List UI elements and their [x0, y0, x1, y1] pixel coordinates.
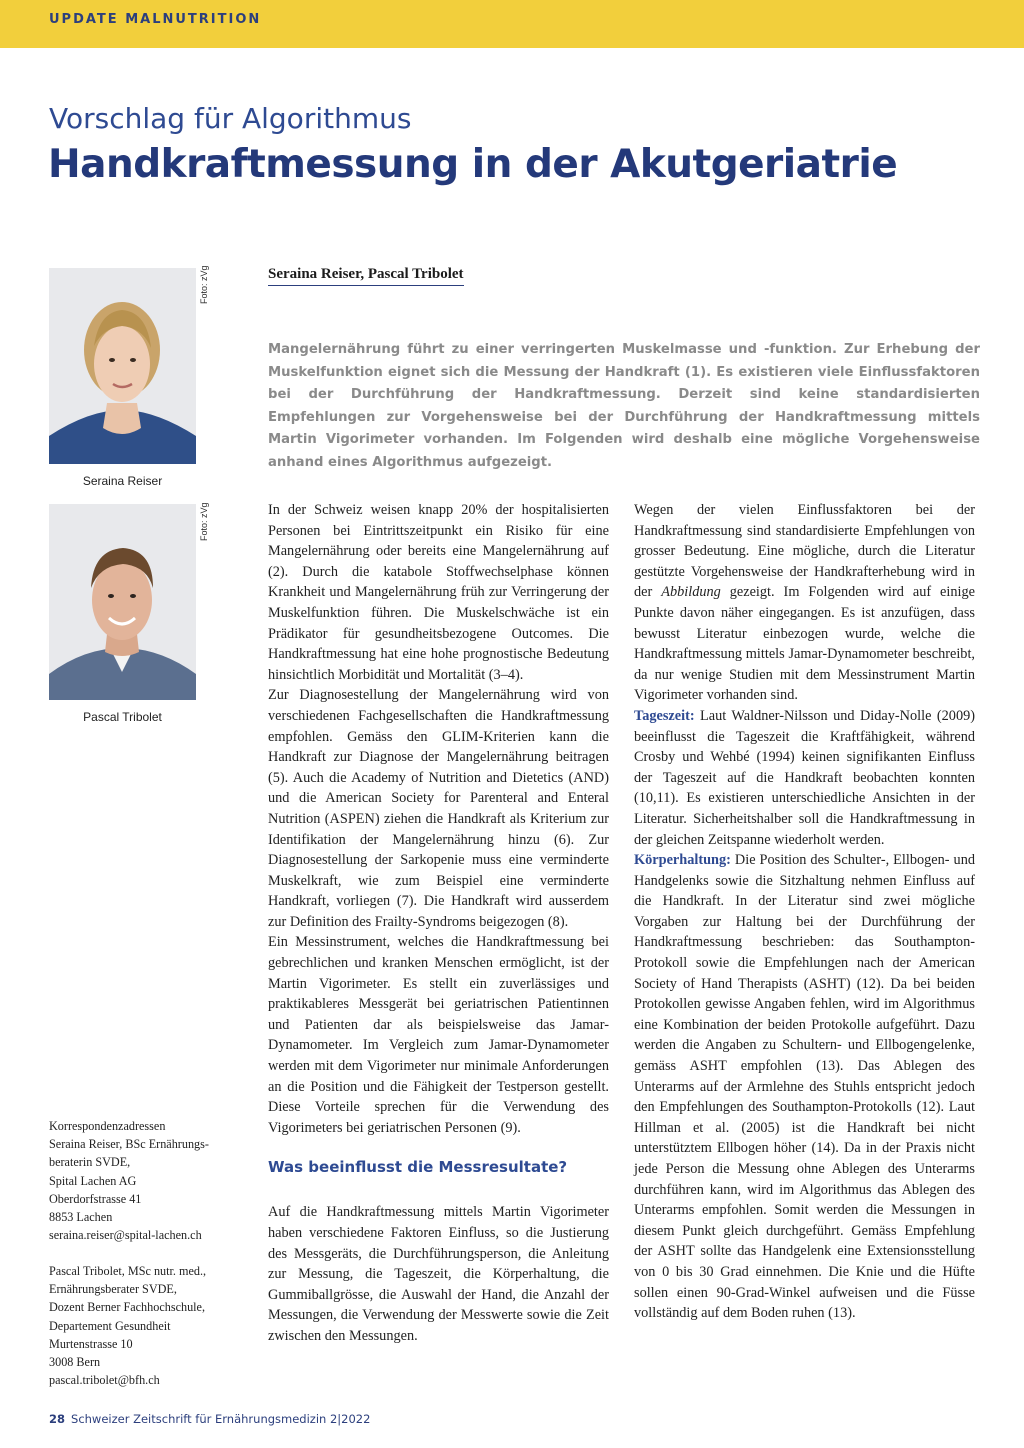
contact-line: Murtenstrasse 10: [49, 1336, 133, 1351]
contact-line: Ernährungsberater SVDE,: [49, 1282, 177, 1297]
text-run: Die Position des Schulter-, Ellbogen- und Handgelenks sowie die Sitzhaltung nehmen Einfluss auf die Handkraft. In der Literatur sind zwei mögliche Vorgaben zur Haltung bei der Durchführung der Handkraftmessung beschrieben: das Southampton-Protokoll sowie die Empfehlungen nach der American Society of Hand Therapists (ASHT) (12). Da bei beiden Protokollen gewisse Angaben fehlen, wird im Algorithmus eine Kombination der beiden Protokolle aufgeführt. Dazu werden die Angaben zu Schultern- und Ellbogengelenke, gemäss ASHT empfohlen (13). Das Ablegen des Unterarms auf der Armlehne des Stuhls entspricht jedoch den Empfehlungen des Southampton-Protokolls (12). Laut Hillman et al. (2005) ist die Handkraft bei nicht unterstütztem Ellbogen höher (14). Da in der Praxis nicht jede Person die Messung ohne Ablegen des Unterarms durchführen kann, wird im Algorithmus das Ablegen des Unterarms empfohlen. Somit werden die Messungen in diesem Punkt gleich durchgeführt. Gemäss Empfehlung der ASHT sollte das Handgelenk eine Extensionsstellung von 0 bis 30 Grad einnehmen. Die Knie und die Hüfte sollen einen 90-Grad-Winkel aufweisen und die Füsse vollständig auf dem Boden ruhen (13).: [634, 852, 975, 1322]
contact-line: Seraina Reiser, BSc Ernährungs-: [49, 1137, 209, 1152]
figure-reference: Abbildung: [661, 584, 721, 601]
contact-line: Oberdorfstrasse 41: [49, 1191, 142, 1206]
keyword-koerperhaltung: Körperhaltung:: [634, 852, 731, 869]
contact-email[interactable]: seraina.reiser@spital-lachen.ch: [49, 1228, 202, 1243]
photo-credit: Foto: zVg: [199, 502, 209, 541]
lead-paragraph: Mangelernährung führt zu einer verringerten Muskelmasse und -funktion. Zur Erhebung der Muskelfunktion eignet sich die Messung der Handkraft (1). Es existieren viele Einflussfaktoren bei der Durchführung der Handkraftmessung. Derzeit sind keine standardisierten Empfehlungen zur Vorgehensweise bei der Durchführung der Handkraftmessung mittels Martin Vigorimeter vorhanden. Im Folgenden wird deshalb eine mögliche Vorgehensweise anhand eines Algorithmus aufgezeigt.: [268, 342, 980, 470]
article-title: Handkraftmessung in der Akutgeriatrie: [48, 142, 898, 187]
photo-caption: Pascal Tribolet: [83, 710, 162, 724]
body-paragraph: [634, 706, 975, 850]
body-paragraph: Zur Diagnosestellung der Mangelernährung wird von verschiedenen Fachgesellschaften die Handkraftmessung empfohlen. Gemäss den GLIM-Kriterien kann die Handkraft zur Diagnose der Mangelernährung beitragen (5). Auch die Academy of Nutrition and Dietetics (AND) und die American Society for Parenteral and Enteral Nutrition (ASPEN) ziehen die Handkraft als Kriterium zur Identifikation der Mangelernährung hinzu (6). Zur Diagnosestellung der Sarkopenie muss eine verminderte Muskelkraft, wie zum Beispiel eine verminderte Handkraft, vorliegen (7). Die Handkraft wird ausserdem zur Definition des Frailty-Syndroms beigezogen (8).: [268, 687, 609, 930]
contact-email[interactable]: pascal.tribolet@bfh.ch: [49, 1373, 160, 1388]
text-run: Wegen der vielen Einflussfaktoren bei der Handkraftmessung sind standardisierte Empfehlungen von grosser Bedeutung. Eine mögliche, durch die Literatur gestützte Vorgehensweise der Handkrafterhebung wird in der: [634, 502, 975, 601]
body-paragraph: In der Schweiz weisen knapp 20% der hospitalisierten Personen bei Eintrittszeitpunkt ein Risiko für eine Mangelernährung oder bereits eine Mangelernährung auf (2). Durch die katabole Stoffwechselphase können Krankheit und Mangelernährung früh zur Verringerung der Muskelfunktion führen. Die Muskelschwäche ist ein Prädikator für gesundheitsbezogene Outcomes. Die Handkraftmessung hat eine hohe prognostische Bedeutung hinsichtlich Morbidität und Mortalität (3–4).: [268, 502, 609, 683]
contact-line: Spital Lachen AG: [49, 1173, 137, 1188]
body-column-left: [268, 500, 609, 1347]
section-banner: [0, 0, 1024, 48]
contact-line: Pascal Tribolet, MSc nutr. med.,: [49, 1264, 207, 1278]
page-footer: [49, 1412, 370, 1426]
journal-name: Schweizer Zeitschrift für Ernährungsmedizin 2|2022: [71, 1412, 371, 1426]
contact-line: Departement Gesundheit: [49, 1318, 171, 1333]
body-paragraph: Ein Messinstrument, welches die Handkraftmessung bei gebrechlichen und kranken Menschen ermöglicht, ist der Martin Vigorimeter. Es stellt ein zuverlässiges und praktikableres Messgerät bei geriatrischen Patientinnen und Patienten dar als beispielsweise das Jamar-Dynamometer. Im Vergleich zum Jamar-Dynamometer werden mit dem Vigorimeter nur minimale Anforderungen an die Position und die Fähigkeit der Testperson gestellt. Diese Vorteile sprechen für die Verwendung des Vigorimeters bei geriatrischen Personen (9).: [268, 934, 609, 1136]
body-paragraph: [634, 850, 975, 1324]
body-paragraph: [634, 500, 975, 706]
article-authors: Seraina Reiser, Pascal Tribolet: [268, 266, 464, 286]
contact-line: Korrespondenzadressen: [49, 1119, 166, 1133]
contact-line: Dozent Berner Fachhochschule,: [49, 1300, 206, 1315]
text-run: gezeigt. Im Folgenden wird auf einige Punkte davon näher eingegangen. Es ist anzufügen, dass bewusst Literatur einbezogen wurde, welche die Handkraftmessung mittels Jamar-Dynamometer beschreibt, da nur wenige Studien mit dem Messinstrument Martin Vigorimeter vorhanden sind.: [634, 584, 975, 704]
contact-line: 3008 Bern: [49, 1355, 101, 1370]
page-number: 28: [49, 1412, 66, 1426]
section-label: UPDATE MALNUTRITION: [49, 12, 262, 27]
section-heading: Was beeinflusst die Messresultate?: [268, 1158, 568, 1177]
keyword-tageszeit: Tageszeit:: [634, 707, 695, 724]
body-column-right: [634, 500, 975, 1324]
author-photo-seraina: [49, 268, 196, 464]
photo-caption: Seraina Reiser: [82, 474, 163, 488]
contact-line: beraterin SVDE,: [49, 1155, 131, 1170]
body-paragraph: Auf die Handkraftmessung mittels Martin Vigorimeter haben verschiedene Faktoren Einfluss, so die Justierung des Messgeräts, die Durchführungsperson, die Anleitung zur Messung, die Tageszeit, die Körperhaltung, die Gummiballgrösse, die Auswahl der Hand, die Anzahl der Messungen, die Verwendung der Messwerte sowie die Zeit zwischen den Messungen.: [268, 1204, 609, 1344]
contact-block-reiser: [49, 1117, 249, 1244]
contact-line: 8853 Lachen: [49, 1210, 113, 1225]
article-subtitle: Vorschlag für Algorithmus: [49, 102, 412, 135]
text-run: Laut Waldner-Nilsson und Diday-Nolle (2009) beeinflusst die Tageszeit die Kraftfähigkeit, während Crosby und Wehbé (1994) keinen signifikanten Einfluss der Tageszeit auf die Handkraft beobachten konnten (10,11). Es existieren unterschiedliche Ansichten in der Literatur. Sicherheitshalber soll die Handkraftmessung in der gleichen Zeitspanne wiederholt werden.: [634, 707, 975, 848]
contact-block-tribolet: [49, 1262, 249, 1389]
author-photo-pascal: [49, 504, 196, 700]
photo-credit: Foto: zVg: [199, 265, 209, 304]
